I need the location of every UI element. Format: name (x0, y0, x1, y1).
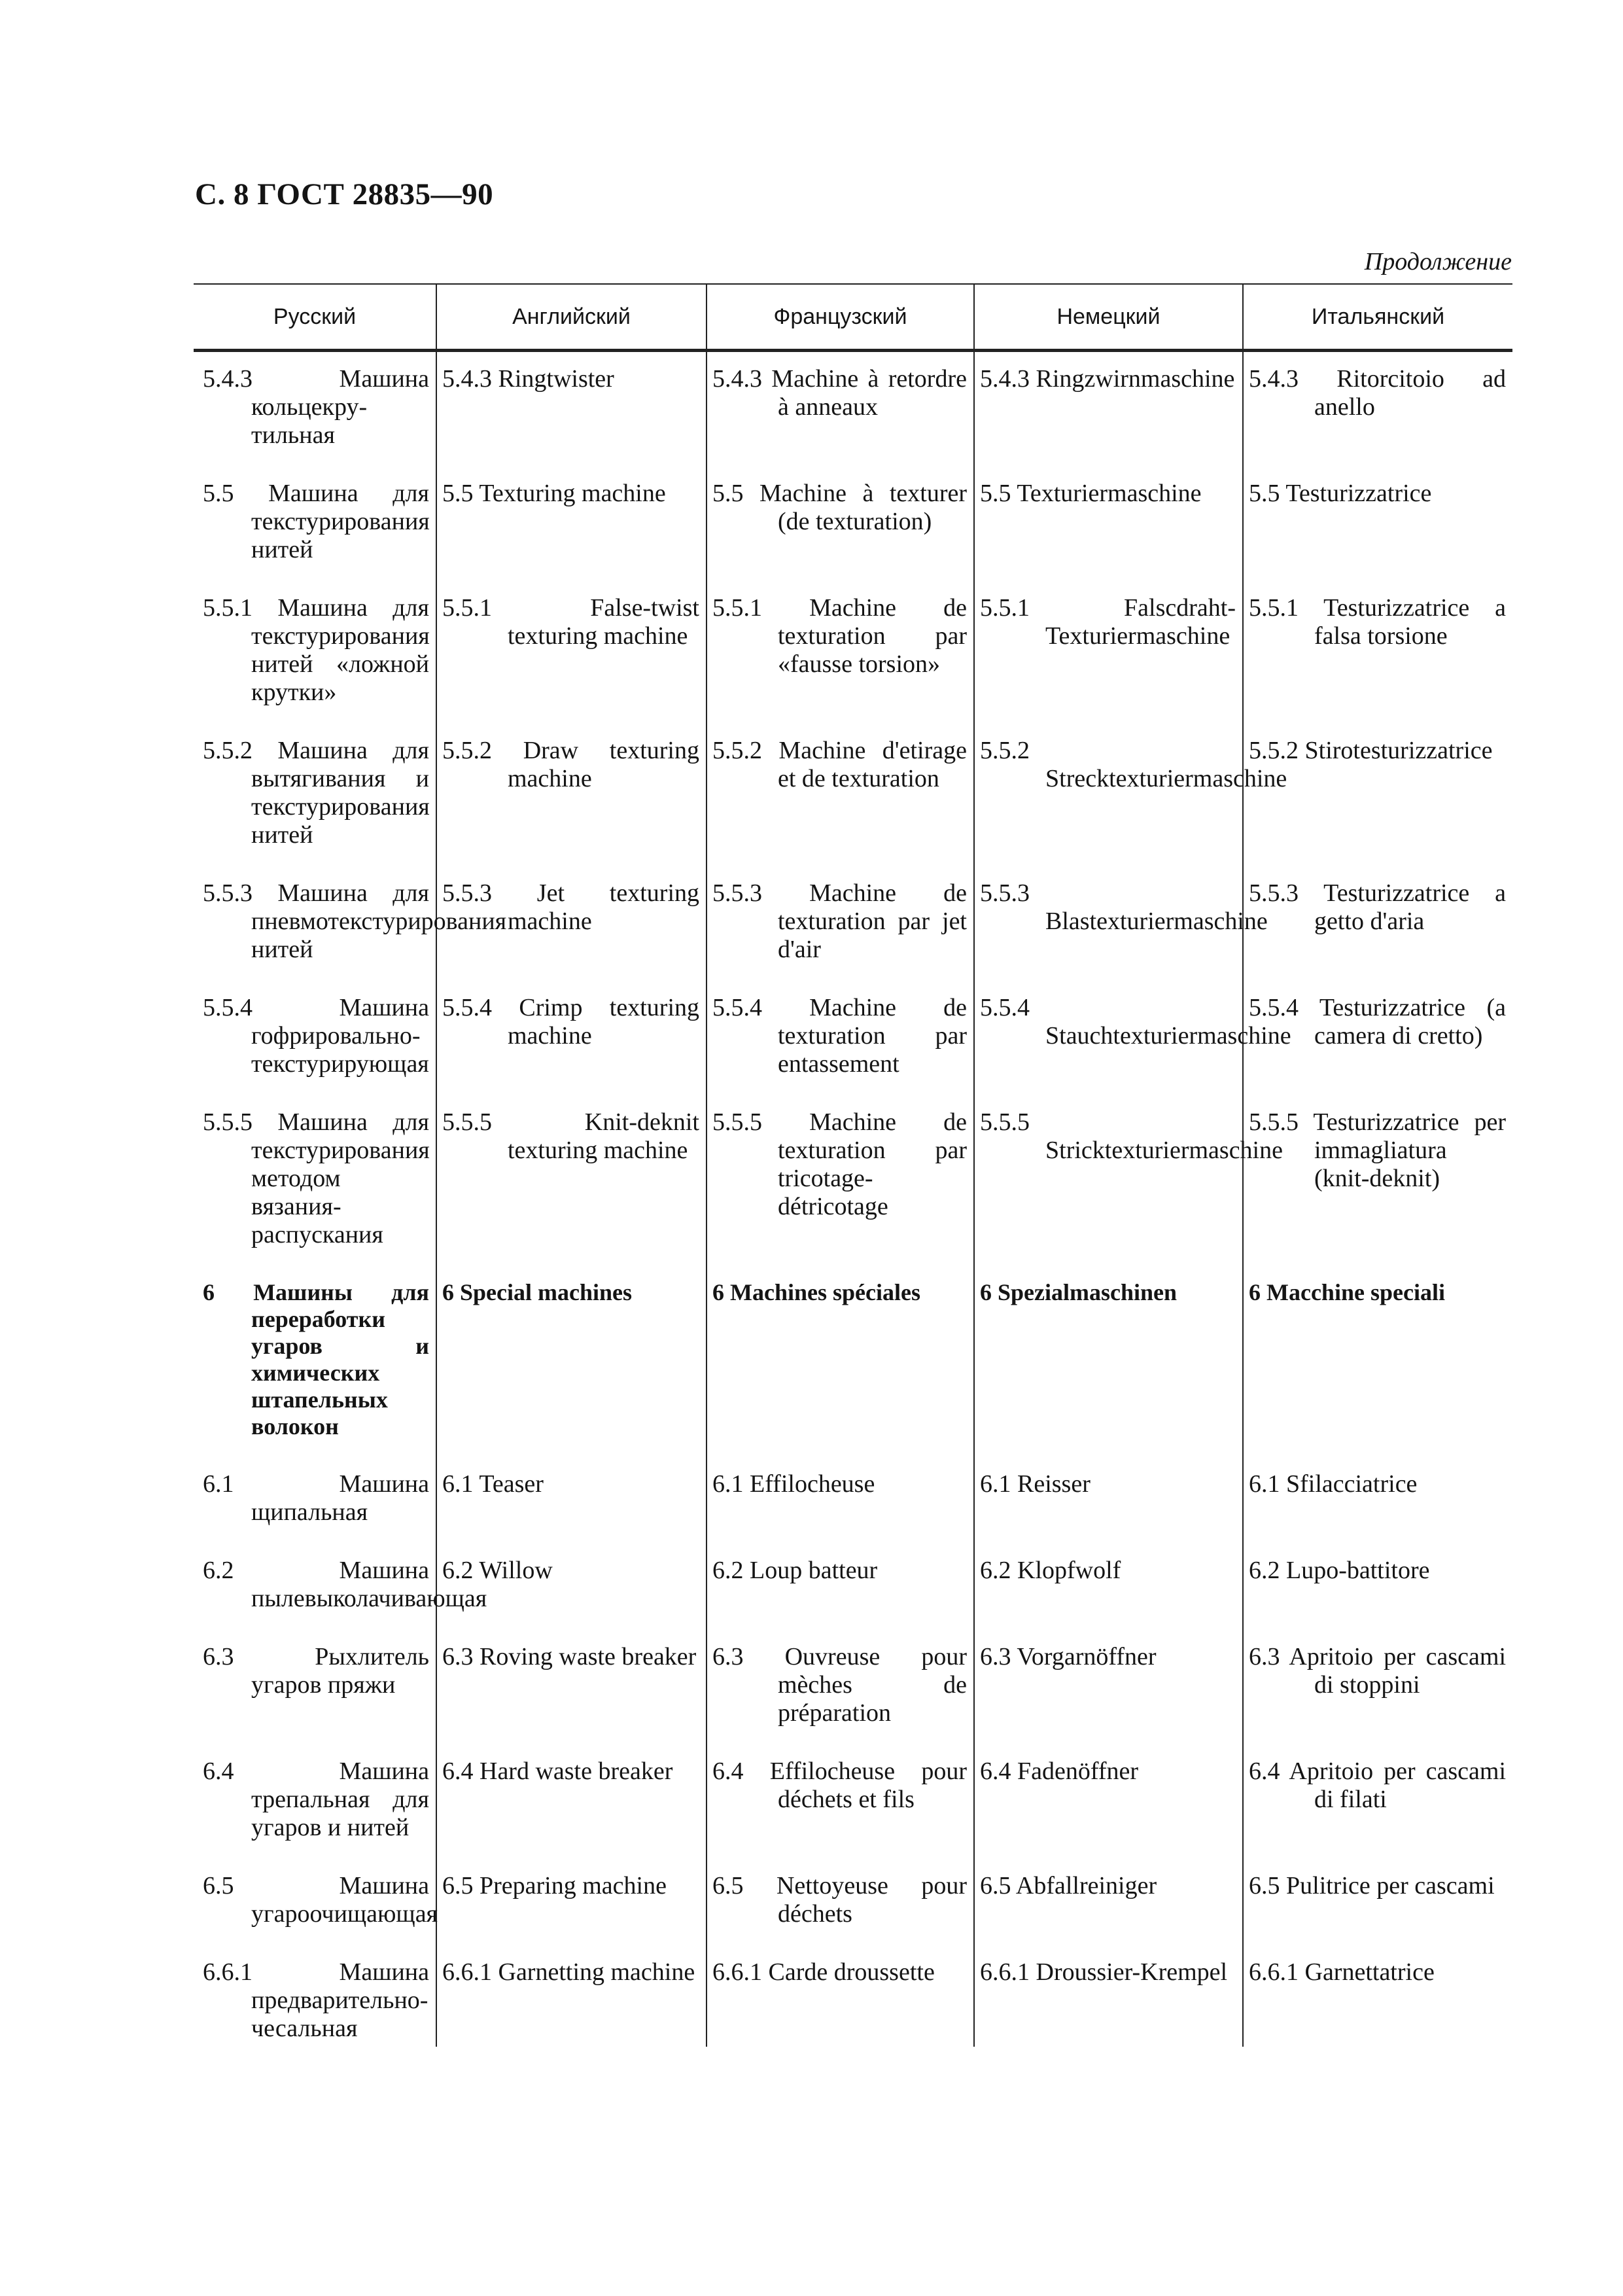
term-text: 5.5 Texturiermaschine (980, 480, 1202, 507)
term-cell-it (1243, 1632, 1512, 1746)
term-text: 6.2 Willow (442, 1557, 553, 1584)
term-text: 5.4.3 Ringtwister (442, 365, 614, 393)
term-text: 6.4 Effilocheuse pour déchets et fils (712, 1757, 967, 1813)
column-header-german: Немецкий (974, 284, 1243, 351)
page-header: С. 8 ГОСТ 28835—90 (195, 177, 494, 211)
term-cell-ru (194, 983, 436, 1097)
term-text: 6 Machines spéciales (712, 1279, 920, 1305)
term-cell-fr (707, 583, 974, 726)
term-text: 6.5 Nettoyeuse pour déchets (712, 1872, 967, 1928)
term-cell-it (1243, 726, 1512, 868)
table-row (194, 351, 1512, 469)
term-cell-fr (707, 1545, 974, 1632)
term-text: 5.4.3 Машина кольцекру-тильная (203, 365, 429, 449)
term-cell-en (436, 1459, 707, 1545)
term-text: 5.5.3 Blastexturiermaschine (980, 879, 1268, 935)
term-cell-de (974, 726, 1287, 868)
term-text: 6.1 Reisser (980, 1470, 1091, 1498)
term-cell-ru (194, 1861, 436, 1947)
term-text: 5.5.3 Machine de texturation par jet d'air (712, 879, 967, 963)
term-text: 5.4.3 Machine à retordre à anneaux (712, 365, 967, 421)
term-text: 5.5.5 Stricktexturiermaschine (980, 1108, 1283, 1164)
term-text: 6.4 Hard waste breaker (442, 1757, 673, 1785)
table-header (194, 284, 1512, 351)
term-text: 6.1 Teaser (442, 1470, 544, 1498)
term-cell-ru (194, 583, 436, 726)
term-text: 5.5.4 Crimp texturing machine (442, 994, 699, 1050)
term-text: 5.5.5 Knit-deknit texturing machine (442, 1108, 699, 1164)
term-text: 6.6.1 Droussier-Krempel (980, 1958, 1228, 1986)
term-text: 6 Macchine speciali (1249, 1279, 1445, 1305)
term-cell-de (974, 1097, 1283, 1268)
term-text: 6 Spezialmaschinen (980, 1279, 1178, 1305)
term-text: 5.5.3 Машина для пневмотекстурирования нитей (203, 879, 507, 963)
term-cell-it (1243, 1746, 1512, 1861)
term-cell-en (436, 983, 707, 1097)
term-cell-ru (194, 1545, 487, 1632)
term-cell-en (436, 1861, 707, 1947)
column-header-french: Французский (707, 284, 974, 351)
term-text: 5.5.4 Machine de texturation par entassement (712, 994, 967, 1078)
term-text: 6 Special machines (442, 1279, 633, 1305)
term-cell-it (1243, 468, 1512, 583)
term-text: 5.5.2 Machine d'etirage et de texturation (712, 737, 967, 792)
term-text: 5.5.1 Testurizzatrice a falsa torsione (1249, 594, 1506, 650)
term-text: 5.5.2 Draw texturing machine (442, 737, 699, 792)
term-text: 5.5.4 Машина гофрировально-текстурирующая (203, 994, 429, 1078)
term-text: 6.2 Lupo-battitore (1249, 1557, 1430, 1584)
term-cell-it (1243, 1268, 1512, 1459)
term-text: 6.3 Apritoio per cascami di stoppini (1249, 1643, 1506, 1699)
table-row (194, 1268, 1512, 1459)
term-cell-de (974, 468, 1243, 583)
term-text: 6.1 Sfilacciatrice (1249, 1470, 1418, 1498)
term-cell-ru (194, 1632, 436, 1746)
term-cell-ru (194, 1947, 436, 2047)
term-cell-it (1243, 1097, 1512, 1268)
table-row (194, 1632, 1512, 1746)
term-text: 6.2 Loup batteur (712, 1557, 878, 1584)
term-text: 5.5.1 False-twist texturing machine (442, 594, 699, 650)
term-cell-de (974, 583, 1243, 726)
term-cell-de (974, 983, 1291, 1097)
term-text: 5.5 Testurizzatrice (1249, 480, 1432, 507)
term-cell-fr (707, 351, 974, 469)
term-cell-ru (194, 1459, 436, 1545)
term-text: 6.3 Roving waste breaker (442, 1643, 697, 1670)
term-text: 5.5.1 Machine de texturation par «fausse torsion» (712, 594, 967, 678)
term-cell-it (1243, 1947, 1512, 2047)
term-cell-fr (707, 1746, 974, 1861)
term-cell-de (974, 1459, 1243, 1545)
term-text: 5.5.5 Machine de texturation par tricotage-détricotage (712, 1108, 967, 1220)
table-row (194, 1459, 1512, 1545)
table-row (194, 468, 1512, 583)
term-cell-ru (194, 468, 436, 583)
term-cell-ru (194, 351, 436, 469)
term-text: 5.5 Machine à texturer (de texturation) (712, 480, 967, 535)
term-text: 5.5 Машина для текстурирования нитей (203, 480, 430, 563)
term-cell-it (1243, 583, 1512, 726)
term-cell-fr (707, 1947, 974, 2047)
term-cell-it (1243, 1861, 1512, 1947)
column-header-russian: Русский (194, 284, 436, 351)
term-text: 5.4.3 Ringzwirnmaschine (980, 365, 1235, 393)
term-cell-ru (194, 1268, 436, 1459)
table-row (194, 1947, 1512, 2047)
term-cell-de (974, 1861, 1243, 1947)
term-cell-fr (707, 1268, 974, 1459)
term-text: 5.5.4 Stauchtexturiermaschine (980, 994, 1291, 1050)
term-cell-fr (707, 1861, 974, 1947)
term-cell-it (1243, 1459, 1512, 1545)
term-text: 6.5 Pulitrice per cascami (1249, 1872, 1495, 1899)
term-cell-fr (707, 1097, 974, 1268)
term-cell-en (436, 1097, 707, 1268)
term-cell-fr (707, 1632, 974, 1746)
term-text: 6.6.1 Машина предварительно-чесальная (203, 1958, 429, 2042)
term-text: 5.5 Texturing machine (442, 480, 666, 507)
table-row (194, 583, 1512, 726)
term-text: 6.3 Рыхлитель угаров пряжи (203, 1643, 429, 1699)
term-cell-en (436, 1268, 707, 1459)
term-cell-ru (194, 1097, 436, 1268)
term-cell-ru (194, 726, 436, 868)
term-text: 6.3 Vorgarnöffner (980, 1643, 1157, 1670)
term-cell-de (974, 351, 1243, 469)
term-text: 6.5 Abfallreiniger (980, 1872, 1157, 1899)
term-cell-en (436, 468, 707, 583)
column-header-english: Английский (436, 284, 707, 351)
terminology-table (194, 283, 1512, 2047)
term-text: 5.5.2 Strecktexturiermaschine (980, 737, 1287, 792)
term-text: 6.5 Машина угароочищающая (203, 1872, 438, 1928)
term-cell-en (436, 726, 707, 868)
table-row (194, 983, 1512, 1097)
term-text: 6.4 Apritoio per cascami di filati (1249, 1757, 1506, 1813)
term-cell-de (974, 1632, 1243, 1746)
term-text: 6.2 Klopfwolf (980, 1557, 1121, 1584)
term-text: 5.5.4 Testurizzatrice (a camera di cretto) (1249, 994, 1506, 1050)
continuation-label: Продолжение (1364, 248, 1512, 275)
term-cell-en (436, 351, 707, 469)
term-text: 6.1 Effilocheuse (712, 1470, 875, 1498)
term-text: 6.6.1 Carde droussette (712, 1958, 935, 1986)
term-text: 6.4 Машина трепальная для угаров и нитей (203, 1757, 429, 1841)
table-row (194, 726, 1512, 868)
term-text: 5.5.2 Stirotesturizzatrice (1249, 737, 1493, 764)
term-cell-en (436, 1746, 707, 1861)
term-cell-ru (194, 1746, 436, 1861)
table-row (194, 1746, 1512, 1861)
term-text: 6.4 Fadenöffner (980, 1757, 1139, 1785)
term-text: 5.4.3 Ritorcitoio ad anello (1249, 365, 1506, 421)
term-cell-it (1243, 351, 1512, 469)
table-row (194, 1861, 1512, 1947)
term-text: 6.6.1 Garnetting machine (442, 1958, 695, 1986)
term-cell-it (1243, 1545, 1512, 1632)
term-cell-de (974, 1746, 1243, 1861)
term-text: 6 Машины для переработки угаров и химических штапельных волокон (203, 1279, 429, 1439)
table-row (194, 1545, 1512, 1632)
table-body (194, 351, 1512, 2047)
term-cell-de (974, 1947, 1243, 2047)
term-cell-it (1243, 868, 1512, 983)
term-text: 6.5 Preparing machine (442, 1872, 667, 1899)
term-text: 6.1 Машина щипальная (203, 1470, 429, 1526)
term-cell-ru (194, 868, 507, 983)
term-cell-en (436, 583, 707, 726)
term-cell-de (974, 1268, 1243, 1459)
term-cell-fr (707, 983, 974, 1097)
term-text: 5.5.3 Jet texturing machine (442, 879, 699, 935)
term-cell-de (974, 1545, 1243, 1632)
term-text: 5.5.5 Testurizzatrice per immagliatura (knit-deknit) (1249, 1108, 1506, 1192)
table-row (194, 1097, 1512, 1268)
term-cell-fr (707, 468, 974, 583)
table-row (194, 868, 1512, 983)
term-cell-fr (707, 1459, 974, 1545)
term-text: 5.5.3 Testurizzatrice a getto d'aria (1249, 879, 1506, 935)
term-text: 5.5.2 Машина для вытягивания и текстурирования нитей (203, 737, 430, 849)
term-text: 5.5.1 Falscdraht-Texturiermaschine (980, 594, 1236, 650)
term-text: 5.5.1 Машина для текстурирования нитей «ложной крутки» (203, 594, 430, 706)
column-header-italian: Итальянский (1243, 284, 1512, 351)
term-text: 6.6.1 Garnettatrice (1249, 1958, 1435, 1986)
term-cell-en (436, 1947, 707, 2047)
term-cell-en (436, 1632, 707, 1746)
term-text: 6.3 Ouvreuse pour mèches de préparation (712, 1643, 967, 1727)
term-cell-fr (707, 726, 974, 868)
term-text: 6.2 Машина пылевыколачивающая (203, 1557, 487, 1612)
term-cell-fr (707, 868, 974, 983)
term-cell-de (974, 868, 1268, 983)
term-text: 5.5.5 Машина для текстурирования методом вязания-распускания (203, 1108, 430, 1248)
